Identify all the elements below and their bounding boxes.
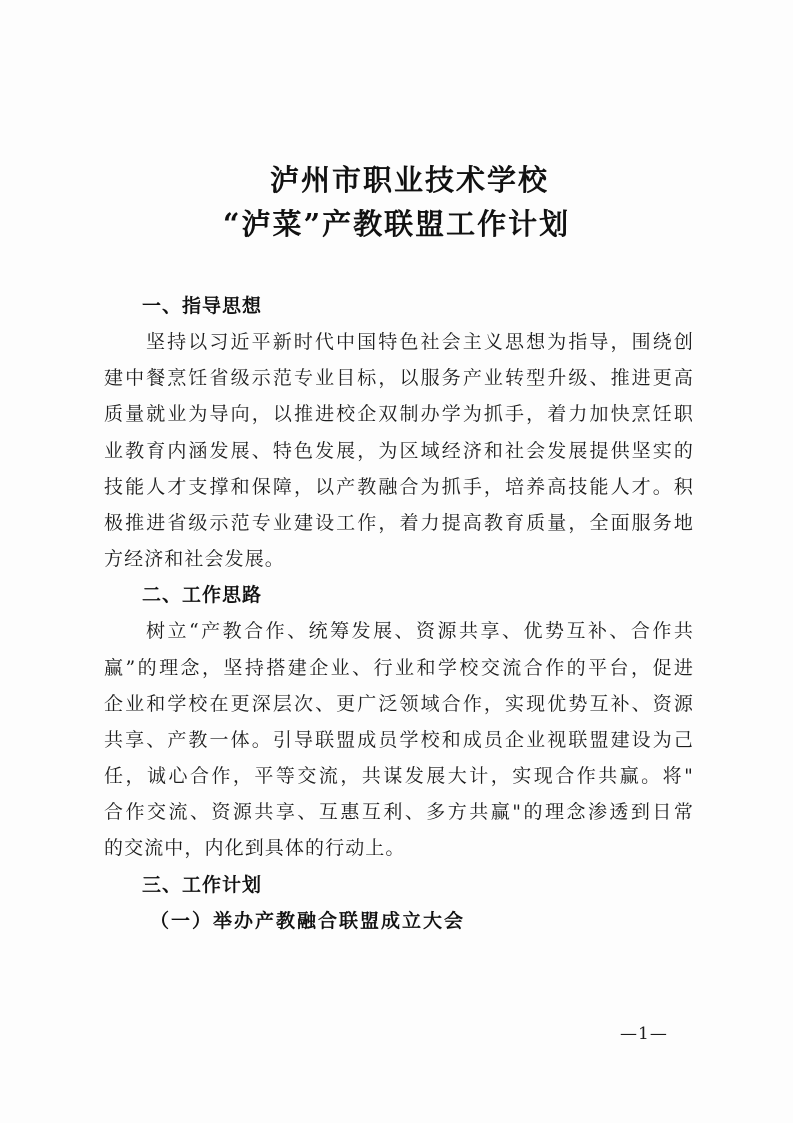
paragraph-line: 技能人才支撑和保障，以产教融合为抓手，培养高技能人才。积 xyxy=(104,475,694,498)
paragraph-line: 任，诚心合作，平等交流，共谋发展大计，实现合作共赢。将" xyxy=(104,765,694,788)
paragraph-line: 坚持以习近平新时代中国特色社会主义思想为指导，围绕创 xyxy=(146,331,694,353)
document-title xyxy=(0,158,793,246)
section-heading-guiding-ideology: 一、指导思想 xyxy=(142,295,263,317)
document-body xyxy=(104,288,694,939)
paragraph-line: 业教育内涵发展、特色发展，为区域经济和社会发展提供坚实的 xyxy=(104,439,694,462)
paragraph-line: 企业和学校在更深层次、更广泛领域合作，实现优势互补、资源 xyxy=(104,692,694,715)
paragraph-line: 共享、产教一体。引导联盟成员学校和成员企业视联盟建设为己 xyxy=(104,728,694,751)
section-heading-work-plan: 三、工作计划 xyxy=(142,873,263,896)
title-line-school: 泸州市职业技术学校 xyxy=(269,163,549,197)
section-heading-work-approach: 二、工作思路 xyxy=(142,584,263,607)
paragraph-line: 建中餐烹饪省级示范专业目标，以服务产业转型升级、推进更高 xyxy=(104,367,694,390)
title-line-plan: “泸菜”产教联盟工作计划 xyxy=(222,207,571,241)
paragraph-line: 方经济和社会发展。 xyxy=(104,548,285,571)
paragraph-line: 质量就业为导向，以推进校企双制办学为抓手，着力加快烹饪职 xyxy=(104,403,694,426)
sub-heading-founding-conference: （一）举办产教融合联盟成立大会 xyxy=(150,909,466,932)
paragraph-line: 赢”的理念，坚持搭建企业、行业和学校交流合作的平台，促进 xyxy=(104,656,694,679)
paragraph-line: 极推进省级示范专业建设工作，着力提高教育质量，全面服务地 xyxy=(104,511,694,534)
paragraph-line: 树立“产教合作、统筹发展、资源共享、优势互补、合作共 xyxy=(146,620,694,643)
paragraph-line: 合作交流、资源共享、互惠互利、多方共赢"的理念渗透到日常 xyxy=(104,801,694,824)
page-number: —1— xyxy=(620,1024,668,1044)
paragraph-line: 的交流中，内化到具体的行动上。 xyxy=(104,837,406,860)
